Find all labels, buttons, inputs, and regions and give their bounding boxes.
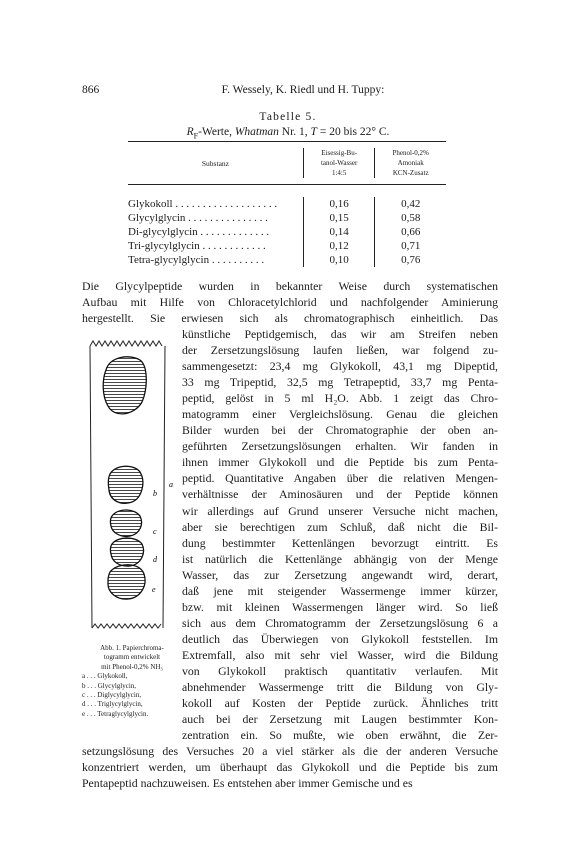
- text-line: der Zersetzungslösung laufen ließen, war folgend zu-: [182, 343, 498, 358]
- running-head: F. Wessely, K. Riedl und H. Tuppy:: [221, 84, 385, 96]
- text-line: matogramm einer Vergleichslösung. Genau die gleichen: [182, 407, 498, 422]
- table-caption: [0, 110, 576, 143]
- spot-c: [110, 510, 141, 536]
- cell-substance: Glycylglycin . . . . . . . . . . . . . . .: [128, 212, 268, 224]
- rf-table: [128, 141, 446, 273]
- text-line: Extremfall, also mit sehr viel Wasser, wird die Bildung: [182, 647, 498, 662]
- text-line: sammengesetzt: 23,4 mg Glykokoll, 43,1 mg Dipeptid,: [182, 359, 498, 374]
- page-number: 866: [82, 84, 100, 96]
- text-line: Pentapeptid nachzuweisen. Es entstehen aber immer Gemische und es: [82, 776, 413, 791]
- spot-e: [108, 565, 145, 599]
- text-line: Wasser, das zur Zersetzung angewandt wird, derart,: [182, 567, 498, 582]
- strip-right-edge: [163, 346, 165, 628]
- text-line: auch bei der Zersetzung mit Laugen bestimmter Kon-: [182, 712, 498, 727]
- text-line: aber sie berechtigen zum Schluß, daß nicht die Bil-: [182, 519, 498, 534]
- col-header-solvent-1: Eisessig-Bu- tanol-Wasser 1:4:5: [303, 148, 375, 178]
- text-line: verhältnisse der Aminosäuren und der Peptide können: [182, 487, 498, 502]
- cell-substance: Tetra-glycylglycin . . . . . . . . . .: [128, 254, 265, 266]
- paragraph-intro: [82, 278, 498, 326]
- cell-rf: 0,42: [401, 198, 421, 210]
- caption-line: c . . . Diglycylglycin,: [82, 691, 142, 700]
- cell-rf: 0,10: [329, 254, 349, 266]
- text-line: von Glykokoll praktisch quantitativ verlaufen. Mit: [182, 663, 498, 678]
- table-subtitle: $R_F$-Werte, Whatman Nr. 1, T = 20 bis 22° C.: [186, 126, 390, 141]
- col-header-solvent-2: Phenol-0,2% Amoniak KCN-Zusatz: [374, 148, 446, 178]
- text-line: daß jene mit steigender Wassermenge immer kürzer,: [182, 583, 498, 598]
- table-body: [128, 185, 446, 273]
- spot-label-b: b: [153, 489, 157, 498]
- caption-line: d . . . Triglycylglycin,: [82, 700, 143, 709]
- text-line: peptid. Quantitative Angaben über die relativen Mengen-: [182, 471, 498, 486]
- cell-rf: 0,71: [401, 240, 421, 252]
- col-header-substanz: Substanz: [201, 158, 229, 168]
- cell-substance: Glykokoll . . . . . . . . . . . . . . . . . . .: [128, 198, 278, 210]
- spot-label-a: a: [169, 480, 173, 489]
- text-line: geführten Zersetzungslösungen erhalten. Wir fanden in: [182, 439, 498, 454]
- cell-substance: Di-glycylglycin . . . . . . . . . . . . .: [128, 226, 270, 238]
- caption-line: e . . . Tetraglycylglycin.: [82, 709, 149, 718]
- text-line: bzw. mit kleinen Wassermengen länger wird. So ließ: [182, 599, 498, 614]
- text-line: Bilder wurden bei der Chromatographie der oben an-: [182, 423, 498, 438]
- strip-top-edge: [90, 341, 162, 346]
- caption-line: Abb. 1. Papierchroma-: [100, 644, 164, 652]
- chromatogram-figure: [82, 336, 180, 636]
- cell-rf: 0,76: [401, 254, 421, 266]
- col-rf-1: [303, 197, 375, 267]
- text-line: ihnen immer Glykokoll und die Peptide bis zum Penta-: [182, 455, 498, 470]
- text-line: abnehmender Wassermenge tritt die Bildung von Gly-: [182, 680, 498, 695]
- text-line: wir allerdings auf Grund unserer Versuche nicht machen,: [182, 503, 498, 518]
- col-substance: [128, 197, 303, 267]
- spot-a: [103, 357, 146, 414]
- table-header: [128, 142, 446, 184]
- paragraph-continued: [82, 743, 498, 791]
- text-line: setzungslösung des Versuches 20 a viel stärker als die der anderen Versuche: [82, 744, 498, 758]
- cell-rf: 0,58: [401, 212, 421, 224]
- strip-left-edge: [90, 346, 92, 628]
- cell-rf: 0,12: [329, 240, 349, 252]
- col-rf-2: [374, 197, 446, 267]
- caption-line: togramm entwickelt: [103, 653, 161, 662]
- caption-line: mit Phenol-0,2% NH₃: [101, 662, 163, 671]
- text-line: sich aus dem Chromatogramm der Zersetzungslösung 6 a: [182, 615, 498, 630]
- spot-label-d: d: [153, 555, 157, 564]
- text-line: zentration ein. So mußte, wie oben erwähnt, die Zer-: [182, 728, 498, 743]
- table-title: Tabelle 5.: [259, 111, 317, 123]
- caption-line: a . . . Glykokoll,: [82, 672, 128, 681]
- caption-line: b . . . Glycylglycin,: [82, 681, 137, 690]
- text-line: Aufbau mit Hilfe von Chloracetylchlorid und nachfolgender Aminierung: [82, 295, 498, 310]
- text-line: kokoll auf Kosten der Peptide zurück. Ähnliches tritt: [182, 696, 498, 711]
- text-line: hergestellt. Sie erwiesen sich als chromatographisch einheitlich. Das: [82, 311, 498, 326]
- cell-rf: 0,15: [329, 212, 349, 224]
- strip-bottom-edge: [92, 624, 161, 628]
- spot-b: [108, 466, 142, 503]
- text-line: deutlich das Überwiegen von Glykokoll feststellen. Im: [182, 631, 498, 646]
- text-line: peptid, gelöst in 5 ml H₂O. Abb. 1 zeigt das Chro-: [182, 391, 498, 406]
- paragraph-wrapped: [182, 326, 498, 743]
- spot-label-c: c: [153, 527, 157, 536]
- figure-caption: [82, 644, 182, 719]
- text-line: ist natürlich die Kettenlänge abhängig von der Menge: [182, 551, 498, 566]
- cell-rf: 0,16: [329, 198, 349, 210]
- text-line: 33 mg Tripeptid, 32,5 mg Tetrapeptid, 33,7 mg Penta-: [182, 375, 498, 390]
- cell-substance: Tri-glycylglycin . . . . . . . . . . . .: [128, 240, 266, 252]
- text-line: künstliche Peptidgemisch, das wir am Streifen neben: [182, 327, 498, 341]
- text-line: konzentriert werden, um überhaupt das Glykokoll und die Peptide bis zum: [82, 760, 498, 775]
- spot-d: [110, 538, 143, 566]
- text-line: dung bestimmter Kettenlängen bevorzugt eintritt. Es: [182, 535, 498, 550]
- cell-rf: 0,14: [329, 226, 349, 238]
- spot-label-e: e: [152, 585, 156, 594]
- text-line: Die Glycylpeptide wurden in bekannter Weise durch systematischen: [82, 279, 498, 293]
- cell-rf: 0,66: [401, 226, 421, 238]
